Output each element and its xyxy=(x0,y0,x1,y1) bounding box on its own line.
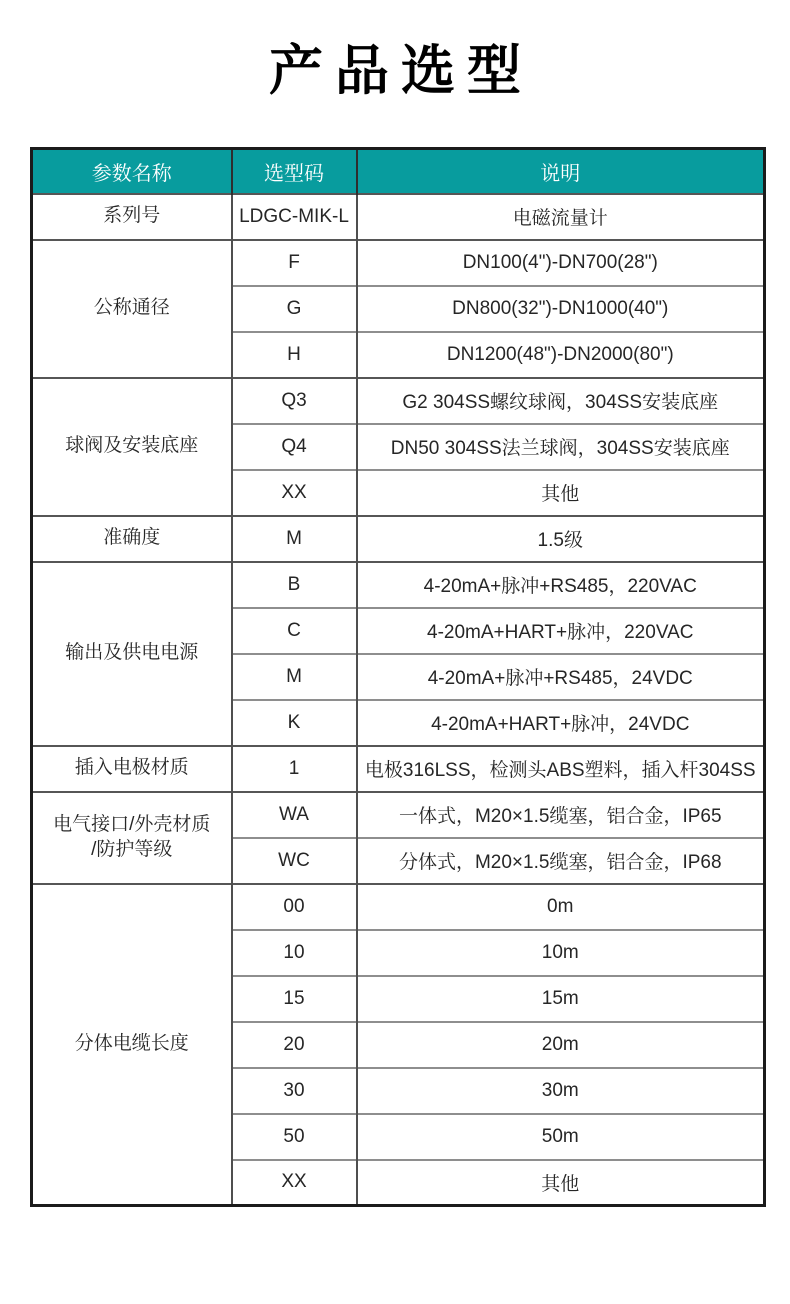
param-line: /防护等级 xyxy=(91,838,173,860)
desc-cell: 其他 xyxy=(357,1160,765,1206)
desc-cell: 30m xyxy=(357,1068,765,1114)
table-header-row xyxy=(32,149,765,194)
desc-cell: 15m xyxy=(357,976,765,1022)
desc-cell: 4-20mA+HART+脉冲，24VDC xyxy=(357,700,765,746)
code-cell: Q3 xyxy=(232,378,357,424)
desc-cell: 50m xyxy=(357,1114,765,1160)
desc-cell: 4-20mA+脉冲+RS485，220VAC xyxy=(357,562,765,608)
code-cell: F xyxy=(232,240,357,286)
code-cell: XX xyxy=(232,1160,357,1206)
code-cell: 10 xyxy=(232,930,357,976)
desc-cell: DN50 304SS法兰球阀，304SS安装底座 xyxy=(357,424,765,470)
desc-cell: 4-20mA+脉冲+RS485，24VDC xyxy=(357,654,765,700)
table-row xyxy=(32,746,765,792)
param-cell xyxy=(32,792,232,884)
desc-cell: 20m xyxy=(357,1022,765,1068)
code-cell: M xyxy=(232,516,357,562)
desc-cell: 其他 xyxy=(357,470,765,516)
desc-cell: DN800(32")-DN1000(40") xyxy=(357,286,765,332)
header-selection-code: 选型码 xyxy=(232,149,357,194)
code-cell: K xyxy=(232,700,357,746)
code-cell: C xyxy=(232,608,357,654)
desc-cell: 10m xyxy=(357,930,765,976)
code-cell: G xyxy=(232,286,357,332)
code-cell: 50 xyxy=(232,1114,357,1160)
desc-cell: 1.5级 xyxy=(357,516,765,562)
desc-cell: 一体式，M20×1.5缆塞，铝合金，IP65 xyxy=(357,792,765,838)
code-cell: 15 xyxy=(232,976,357,1022)
code-cell: 30 xyxy=(232,1068,357,1114)
code-cell: XX xyxy=(232,470,357,516)
code-cell: WC xyxy=(232,838,357,884)
table-row xyxy=(32,884,765,930)
code-cell: 00 xyxy=(232,884,357,930)
desc-cell: 电极316LSS，检测头ABS塑料，插入杆304SS xyxy=(357,746,765,792)
param-cell: 公称通径 xyxy=(32,240,232,378)
code-cell: 1 xyxy=(232,746,357,792)
param-line: 电气接口/外壳材质 xyxy=(53,813,211,835)
param-cell: 输出及供电电源 xyxy=(32,562,232,746)
code-cell: B xyxy=(232,562,357,608)
page-title: 产品选型 xyxy=(269,41,533,101)
desc-cell: 4-20mA+HART+脉冲，220VAC xyxy=(357,608,765,654)
table-row xyxy=(32,562,765,608)
table-row xyxy=(32,240,765,286)
table-row xyxy=(32,516,765,562)
header-param-name: 参数名称 xyxy=(32,149,232,194)
param-cell: 系列号 xyxy=(32,194,232,240)
code-cell: 20 xyxy=(232,1022,357,1068)
param-cell: 插入电极材质 xyxy=(32,746,232,792)
code-cell: Q4 xyxy=(232,424,357,470)
table-row xyxy=(32,792,765,838)
desc-cell: 0m xyxy=(357,884,765,930)
table-row xyxy=(32,378,765,424)
code-cell: WA xyxy=(232,792,357,838)
code-cell: LDGC-MIK-L xyxy=(232,194,357,240)
product-selection-table xyxy=(30,147,766,1207)
desc-cell: DN100(4")-DN700(28") xyxy=(357,240,765,286)
desc-cell: DN1200(48")-DN2000(80") xyxy=(357,332,765,378)
param-cell: 准确度 xyxy=(32,516,232,562)
header-description: 说明 xyxy=(357,149,765,194)
desc-cell: 电磁流量计 xyxy=(357,194,765,240)
param-cell: 球阀及安装底座 xyxy=(32,378,232,516)
code-cell: M xyxy=(232,654,357,700)
code-cell: H xyxy=(232,332,357,378)
table-row xyxy=(32,194,765,240)
param-cell: 分体电缆长度 xyxy=(32,884,232,1206)
desc-cell: G2 304SS螺纹球阀，304SS安装底座 xyxy=(357,378,765,424)
desc-cell: 分体式，M20×1.5缆塞，铝合金，IP68 xyxy=(357,838,765,884)
